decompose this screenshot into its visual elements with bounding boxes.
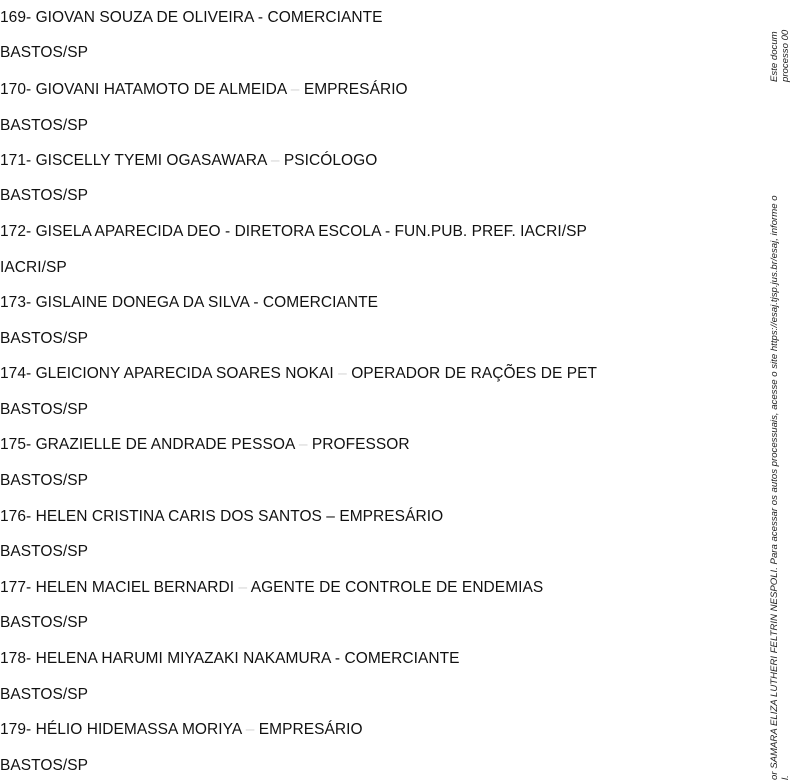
entry-place: BASTOS/SP	[0, 472, 89, 489]
entry-place: BASTOS/SP	[0, 330, 89, 347]
margin-note-line-1: or SAMARA ELIZA LUTHERI FELTRIN NESPOLI. Para acessar os autos processuais, acesse o site https://esaj.tjsp.jus.br/esaj, informe o	[769, 195, 780, 780]
entry-name: 172- GISELA APARECIDA DEO - DIRETORA ESCOLA - FUN.PUB. PREF. IACRI/SP	[0, 223, 587, 240]
entry-place: BASTOS/SP	[0, 686, 89, 703]
entry-name: 178- HELENA HARUMI MIYAZAKI NAKAMURA - COMERCIANTE	[0, 650, 460, 667]
entry-name: 179- HÉLIO HIDEMASSA MORIYA – EMPRESÁRIO	[0, 721, 363, 738]
entry-name: 174- GLEICIONY APARECIDA SOARES NOKAI – OPERADOR DE RAÇÕES DE PET	[0, 365, 598, 382]
entry-name: 171- GISCELLY TYEMI OGASAWARA – PSICÓLOGO	[0, 152, 378, 169]
entry-place: IACRI/SP	[0, 259, 67, 276]
margin-note-top-1: Este docum	[769, 31, 780, 82]
entry-place: BASTOS/SP	[0, 614, 89, 631]
entry-name: 170- GIOVANI HATAMOTO DE ALMEIDA – EMPRESÁRIO	[0, 81, 408, 98]
margin-signature-note	[766, 0, 800, 782]
margin-note-line-2: l.	[780, 775, 791, 780]
entry-name: 176- HELEN CRISTINA CARIS DOS SANTOS – EMPRESÁRIO	[0, 508, 444, 525]
entry-place: BASTOS/SP	[0, 44, 89, 61]
entry-name: 175- GRAZIELLE DE ANDRADE PESSOA – PROFESSOR	[0, 436, 410, 453]
entry-place: BASTOS/SP	[0, 401, 89, 418]
entry-name: 177- HELEN MACIEL BERNARDI – AGENTE DE CONTROLE DE ENDEMIAS	[0, 579, 544, 596]
entry-name: 169- GIOVAN SOUZA DE OLIVEIRA - COMERCIANTE	[0, 9, 383, 26]
entry-name: 173- GISLAINE DONEGA DA SILVA - COMERCIANTE	[0, 294, 378, 311]
margin-note-top-2: processo 00	[780, 29, 791, 82]
entry-place: BASTOS/SP	[0, 757, 89, 774]
entry-place: BASTOS/SP	[0, 543, 89, 560]
entry-place: BASTOS/SP	[0, 117, 89, 134]
entry-place: BASTOS/SP	[0, 187, 89, 204]
